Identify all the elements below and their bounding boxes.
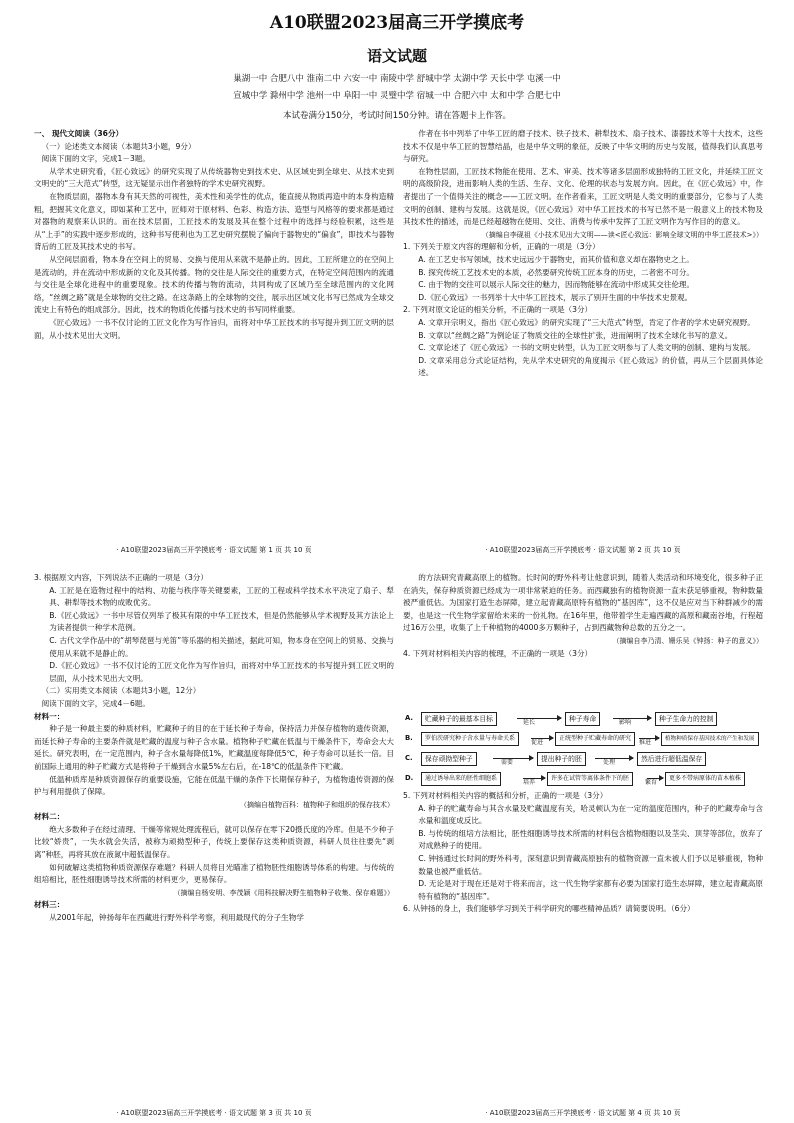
material-label: 材料二： [34, 812, 65, 822]
question-5: 5. 下列对材料相关内容的概括和分析，正确的一项是（3分） [403, 791, 608, 800]
option: C. 钟扬通过长时间的野外科考，深刻意识到青藏高原独有的植物资源一直未被人们予以足够重视，物种数量也被严重低估。 [418, 853, 763, 876]
option: A. 文章开宗明义，指出《匠心致远》的研究实现了“三大范式”转型，肯定了作者的学术史研究视野。 [418, 317, 755, 327]
instruction: 阅读下面的文字，完成1－3题。 [41, 154, 150, 164]
subsection-heading: （一）论述类文本阅读（本题共3小题，9分） [41, 141, 196, 151]
arrow-icon: 影响 [613, 718, 651, 719]
subject-title: 语文试题 [366, 47, 427, 65]
flow-box: 植物种质保存基因技术的产生和发展 [661, 732, 759, 746]
question-4: 4. 下列对材料相关内容的梳理，不正确的一项是（3分） [403, 648, 593, 658]
paragraph: 从2001年起，钟扬每年在西藏进行野外科学考察，利用最现代的分子生物学 [49, 913, 304, 923]
option: D. 文章采用总分式论证结构，先从学术史研究的角度揭示《匠心致远》的价值，再从三个层面具体论述。 [418, 355, 763, 378]
paragraph: 从空间层面看，物本身在空间上的贸易、交换与使用从来就不是静止的。因此，工匠所建立的在空间上是流动的，并在流动中形成新的文化及其传播。物的交往是人际交往的重要方式，在特定空间范围内的流通与交往是全球化进程中的重要现象。技术的传播与物的流动，共同构成了区域乃至全球范围内的文化网络，“丝绸之路”就是全球物的交往之路。在这条路上的全球物的交往，展示出区域文化书写已然成为全球交流史上有特色的组成部分。因此，技术的物质化传播与技术史的书写同样重要。 [34, 254, 394, 315]
paragraph: 《匠心致远》一书不仅讨论的工匠文化作为写作旨归，而将对中华工匠技术的书写提升到工匠文明的层面，从小技术见出大文明。 [34, 317, 394, 340]
arrow-icon: 处理 [595, 758, 633, 759]
arrow-icon: 繁育 [647, 778, 663, 779]
option: A. 种子的贮藏寿命与其含水量及贮藏温度有关，哈灵顿认为在一定的温度范围内，种子的贮藏寿命与含水量和温度成反比。 [418, 803, 763, 826]
source-note: （摘编自李乃清、姗乐吴《钟扬：种子的意义》） [612, 636, 763, 645]
flow-box: 罗伯茨研究种子含水量与寿命关系 [421, 732, 519, 746]
page2-column [403, 128, 763, 533]
option: B.《匠心致远》一书中尽管仅列举了极其有限的中华工匠技术，但是仍然能够从学术视野及其方法论上为读者提供一种学术范例。 [49, 610, 394, 633]
paragraph: 绝大多数种子在经过清理、干燥等常规处理流程后，就可以保存在零下20摄氏度的冷库。但是不少种子比较“娇贵”，一失水就会失活，被称为顽拗型种子，传统上要保存这类种质资源，科研人员往往要先“剥离”种胚，再将其放在液氮中超低温保存。 [34, 824, 394, 860]
subsection-heading: （二）实用类文本阅读（本题共3小题，12分） [41, 686, 201, 696]
option: B. 探究传统工艺技术史的本质，必然要研究传统工匠本身的历史，二者密不可分。 [418, 267, 695, 277]
exam-title: A10联盟2023届高三开学摸底考 [269, 13, 525, 33]
material-label: 材料一： [34, 711, 65, 721]
question-3: 3. 根据原文内容，下列说法不正确的一项是（3分） [34, 573, 208, 582]
flow-box: 种子生命力的控制 [655, 712, 717, 726]
page-footer: · A10联盟2023届高三开学摸底考 · 语文试题 第 4 页 共 10 页 [485, 1109, 681, 1117]
flow-box: 保存顽拗型种子 [421, 752, 477, 766]
option: D.《匠心致远》一书不仅讨论的工匠文化作为写作旨归，而将对中华工匠技术的书写提升到工匠文明的层面，从小技术见出大文明。 [49, 661, 394, 683]
arrow-icon: 需要 [493, 758, 533, 759]
source-note: （摘编自李砚祖《小技术见出大文明——读<匠心致远：影响全球文明的中华工匠技术>》） [481, 230, 763, 239]
arrow-icon: 促进 [531, 738, 553, 739]
paragraph: 如何破解这类植物种质资源保存难题？科研人员将目光瞄准了植物胚性细胞诱导体系的构建。与传统的组培相比，胚性细胞诱导技术所需的材料更少，更易保存。 [34, 862, 394, 885]
material-label: 材料三： [34, 900, 65, 910]
paragraph: 的方法研究青藏高原上的植物。长时间的野外科考让他意识到，随着人类活动和环境变化，很多种子正在消失，保存种质资源已经成为一项非常紧迫的任务。而西藏独有的植物资源一直未获足够重视，物种数量被严重低估。为国家打造生态屏障，建立起青藏高原特有植物的“基因库”，这不仅是应对当下种群减少的需要，也是这一代生物学家留给未来的一份礼物。在16年里，他带着学生走遍西藏的高原和藏南谷地，行程超过16万公里，收集了上千种植物的4000多万颗种子，占到西藏物种总数的五分之一。 [403, 573, 763, 633]
page-footer: · A10联盟2023届高三开学摸底考 · 语文试题 第 3 页 共 10 页 [116, 1109, 312, 1117]
school-list-2: 宣城中学 滁州中学 池州一中 阜阳一中 灵璧中学 宿城一中 合肥六中 太和中学 合肥七中 [233, 91, 561, 101]
page3-column [34, 572, 394, 1107]
source-note: （摘编自杨安明、李茂颖《用科技解决野生植物种子收集、保存难题》） [173, 888, 394, 897]
option: B. 与传统的组培方法相比，胚性细胞诱导技术所需的材料包含植物细胞以及茎尖、顶芽等部位，放弃了对成熟种子的使用。 [418, 828, 763, 851]
question-2: 2. 下列对原文论证的相关分析，不正确的一项是（3分） [403, 305, 593, 315]
school-list-1: 巢湖一中 合肥八中 淮南二中 六安一中 南陵中学 舒城中学 太湖中学 天长中学 屯溪一中 [233, 74, 561, 84]
option: D.《匠心致远》一书列举十大中华工匠技术，展示了别开生面的中华技术史景观。 [418, 292, 693, 302]
page1-column [34, 128, 394, 533]
option: A. 在工艺史书写领域，技术史远远少于器物史，而其价值和意义却在器物史之上。 [418, 254, 694, 264]
page4-column-bottom [403, 790, 763, 1110]
paragraph: 低温种质库是种质资源保存的重要设施，它能在低温干燥的条件下长期保存种子，为植物遗传资源的保护与利用提供了保障。 [34, 774, 394, 797]
page4-column-top [403, 572, 763, 712]
option: A. 工匠是在造物过程中的结构、功能与秩序等关键要素，工匠的工程或科学技术水平决定了扇子、犁具、耕犁等技术物的成败优劣。 [49, 585, 394, 608]
flow-box: 然后进行超低温保存 [637, 752, 706, 766]
flow-box: 种子寿命 [565, 712, 600, 726]
flow-box: 通过诱导出来的胚性细胞系 [421, 772, 501, 786]
diagram-row-b: B. 罗伯茨研究种子含水量与寿命关系 促进 正统型种子贮藏寿命的研究 推进 植物种质保存基因技术的产生和发展 [405, 732, 765, 746]
paragraph: 种子是一种最主要的种质材料，贮藏种子的目的在于延长种子寿命，保持活力并保存植物的遗传资源，而延长种子寿命的主要条件就是贮藏的温度与种子含水量。植物种子贮藏在低温与干燥条件下，寿命会大大延长。研究表明，在一定范围内，种子含水量每降低1%，贮藏温度每降低5℃，种子寿命可以延长一倍。目前国际上通用的种子贮藏方式是将种子干燥到含水量5%左右后，在-18℃的低温条件下贮藏。 [34, 724, 394, 771]
paragraph: 作者在书中列举了中华工匠的磨子技术、铁子技术、耕犁技术、扇子技术、漆器技术等十大技术，这些技术不仅是中华工匠的智慧结晶，也是中华文明的象征，反映了中华文明的历史与发展，值得我们认真思考与研究。 [403, 129, 763, 164]
question-1: 1. 下列关于原文内容的理解和分析，正确的一项是（3分） [403, 242, 600, 252]
option: D. 无论是对于现在还是对于将来而言，这一代生物学家都有必要为国家打造生态屏障，建立起青藏高原特有植物的“基因库”。 [418, 879, 763, 901]
flow-box: 更多不带病原体的苗木植株 [665, 772, 745, 786]
flow-box: 许多在试管等离体条件下的胚 [547, 772, 633, 786]
diagram-row-a: A. 贮藏种子的最基本目标 延长 种子寿命 影响 种子生命力的控制 [405, 712, 765, 726]
flow-box: 贮藏种子的最基本目标 [421, 712, 497, 726]
option: C. 古代文学作品中的“胡琴琵琶与羌笛”等乐器的相关描述，据此可知，物本身在空间上的贸易、交换与使用从来就不是静止的。 [49, 635, 394, 658]
page-footer: · A10联盟2023届高三开学摸底考 · 语文试题 第 1 页 共 10 页 [116, 546, 312, 554]
source-note: （摘编自植物百科：植物种子和组织的保存技术） [240, 800, 394, 809]
flow-box: 正统型种子贮藏寿命的研究 [555, 732, 635, 746]
paragraph: 在物性层面，工匠技术物能在使用、艺术、审美、技术等诸多层面形成独特的工匠文化，并延续工匠文明的高级阶段，进而影响人类的生活、生存、文化、伦理的状态与发展方向。因此，在《匠心致远》中，作者提出了一个值得关注的概念——工匠文明。在作者看来，工匠文明是人类文明的重要部分，它参与了人类文明的创制、建构与发展。这就是说，《匠心致远》对中华工匠技术的书写已然不是一般意义上的技术物及其技术性的描述，而是已经超越物在使用、交往、消费与传承中发挥了工匠文明作为写作目的的意义。 [403, 166, 763, 227]
section-heading: 一、 现代文阅读（36分） [34, 129, 124, 138]
option: B. 文章以“丝绸之路”为例论证了物质交往的全球性扩张，进而阐明了技术全球化书写的意义。 [418, 330, 733, 340]
exam-note: 本试卷满分150分，考试时间150分钟。请在答题卡上作答。 [283, 111, 511, 121]
diagram-row-c: C. 保存顽拗型种子 需要 提出种子的胚 处理 然后进行超低温保存 [405, 752, 765, 766]
option: C. 文章论述了《匠心致远》一书的文明史转型，认为工匠文明参与了人类文明的创制、建构与发展。 [418, 343, 755, 353]
paragraph: 在物质层面，器物本身有其天然的可视性，美术性和美学性的优点，能直接从物质再造中的本身构造精粗，把握其文化意义，即如某种工艺中，匠师对于原材料、色彩、构造方法、造型与风格等的要求都是通过对器物的观察来认识的。而在技术层面，工匠技术的发展及其在整个过程中的选择与经验积累，这些是从“上手”的实践中逐步形成的，这种书写使利也为工艺史研究摆脱了偏向于器物史的“偏食”，即技术与器物背后的工匠及其技术史的书写。 [34, 191, 394, 252]
diagram-row-d: D. 通过诱导出来的胚性细胞系 培养 许多在试管等离体条件下的胚 繁育 更多不带病原体的苗木植株 [405, 772, 765, 786]
arrow-icon: 培养 [523, 778, 545, 779]
paragraph: 从学术史研究看，《匠心致远》的研究实现了从传统器物史到技术史、从区域史到全球史、从技术史到文明史的“三大范式”转型，这无疑显示出作者独特的学术史研究视野。 [34, 166, 394, 189]
question-6: 6. 从钟扬的身上，我们能够学习到关于科学研究的哪些精神品质？请简要说明。（6分） [403, 904, 695, 914]
arrow-icon: 推进 [639, 738, 659, 739]
arrow-icon: 延长 [517, 718, 561, 719]
flow-diagram [405, 712, 765, 790]
flow-box: 提出种子的胚 [537, 752, 586, 766]
page-footer: · A10联盟2023届高三开学摸底考 · 语文试题 第 2 页 共 10 页 [485, 546, 681, 554]
option: C. 由于物的交往可以展示人际交往的魅力，因而物能够在流动中形成其交往伦理。 [418, 280, 695, 290]
instruction: 阅读下面的文字，完成4－6题。 [41, 698, 150, 708]
